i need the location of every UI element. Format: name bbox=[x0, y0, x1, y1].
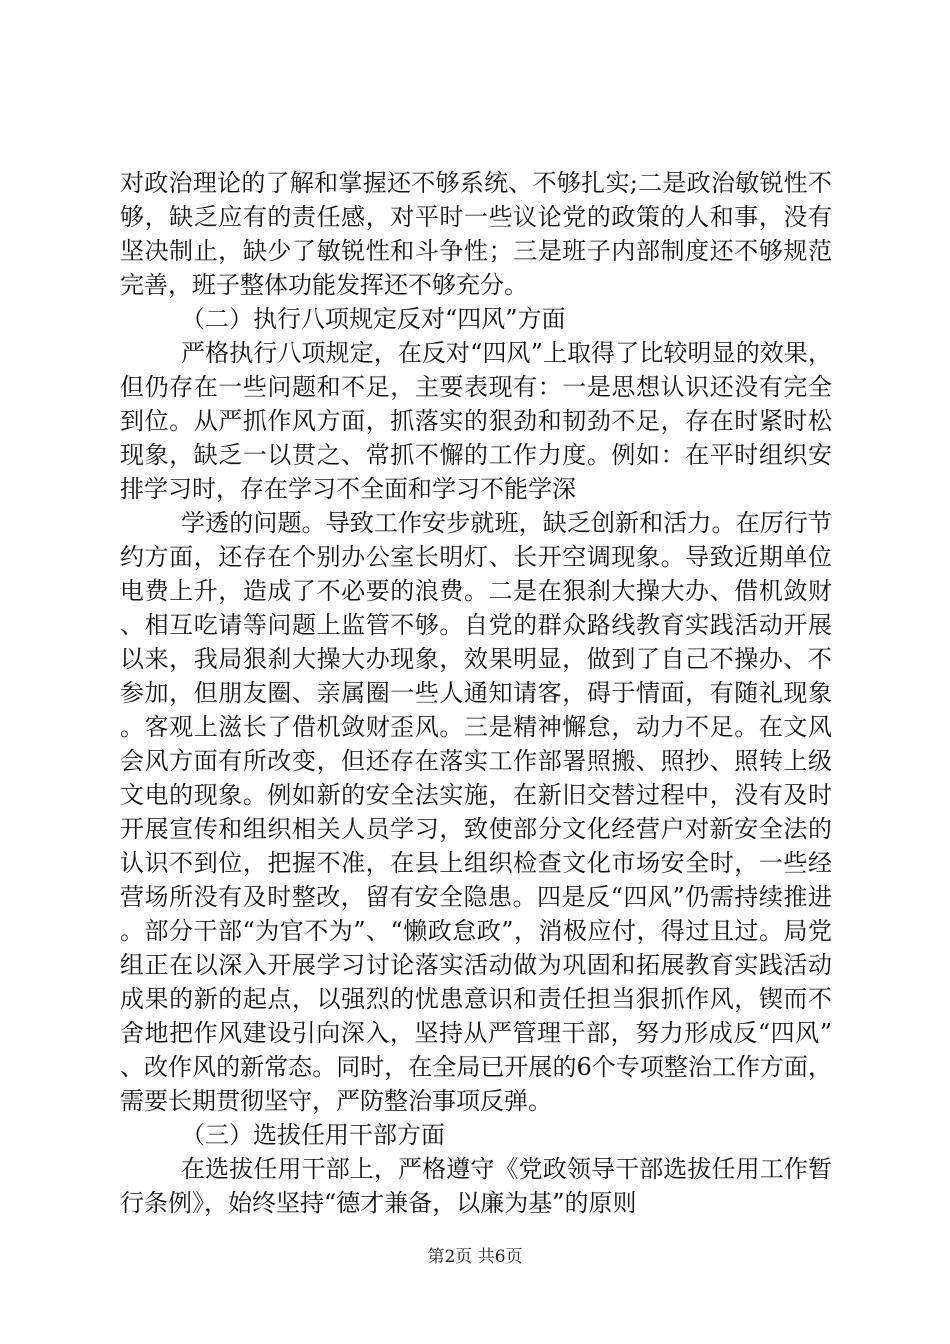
section-heading-3: （三）选拔任用干部方面 bbox=[181, 1121, 445, 1149]
section-heading-2: （二）执行八项规定反对“四风”方面 bbox=[181, 305, 566, 333]
page-footer: 第2页 共6页 bbox=[427, 1247, 523, 1267]
document-body bbox=[120, 166, 832, 1220]
paragraph-4: 学透的问题。导致工作安步就班，缺乏创新和活力。在厉行节约方面，还存在个别办公室长明灯、长开空调现象。导致近期单位电费上升，造成了不必要的浪费。二是在狠刹大操大办、借机敛财、相互吃请等问题上监管不够。自党的群众路线教育实践活动开展以来，我局狠刹大操大办现象，效果明显，做到了自己不操办、不参加，但朋友圈、亲属圈一些人通知请客，碍于情面，有随礼现象。客观上滋长了借机敛财歪风。三是精神懈怠，动力不足。在文风会风方面有所改变，但还存在落实工作部署照搬、照抄、照转上级文电的现象。例如新的安全法实施，在新旧交替过程中，没有及时开展宣传和组织相关人员学习，致使部分文化经营户对新安全法的认识不到位，把握不准，在县上组织检查文化市场安全时，一些经营场所没有及时整改，留有安全隐患。四是反“四风”仍需持续推进。部分干部“为官不为”、“懒政怠政”，消极应付，得过且过。局党组正在以深入开展学习讨论落实活动做为巩固和拓展教育实践活动成果的新的起点，以强烈的忧患意识和责任担当狠抓作风，锲而不舍地把作风建设引向深入，坚持从严管理干部，努力形成反“四风”、改作风的新常态。同时，在全局已开展的6个专项整治工作方面，需要长期贯彻坚守，严防整治事项反弹。 bbox=[120, 509, 832, 1115]
paragraph-6: 在选拔任用干部上，严格遵守《党政领导干部选拔任用工作暂行条例》，始终坚持“德才兼备，以廉为基”的原则 bbox=[120, 1155, 832, 1217]
paragraph-1: 对政治理论的了解和掌握还不够系统、不够扎实;二是政治敏锐性不够，缺乏应有的责任感，对平时一些议论党的政策的人和事，没有坚决制止，缺少了敏锐性和斗争性；三是班子内部制度还不够规范完善，班子整体功能发挥还不够充分。 bbox=[120, 169, 832, 299]
paragraph-3: 严格执行八项规定，在反对“四风”上取得了比较明显的效果，但仍存在一些问题和不足，主要表现有：一是思想认识还没有完全到位。从严抓作风方面，抓落实的狠劲和韧劲不足，存在时紧时松现象，缺乏一以贯之、常抓不懈的工作力度。例如：在平时组织安排学习时，存在学习不全面和学习不能学深 bbox=[120, 339, 832, 503]
